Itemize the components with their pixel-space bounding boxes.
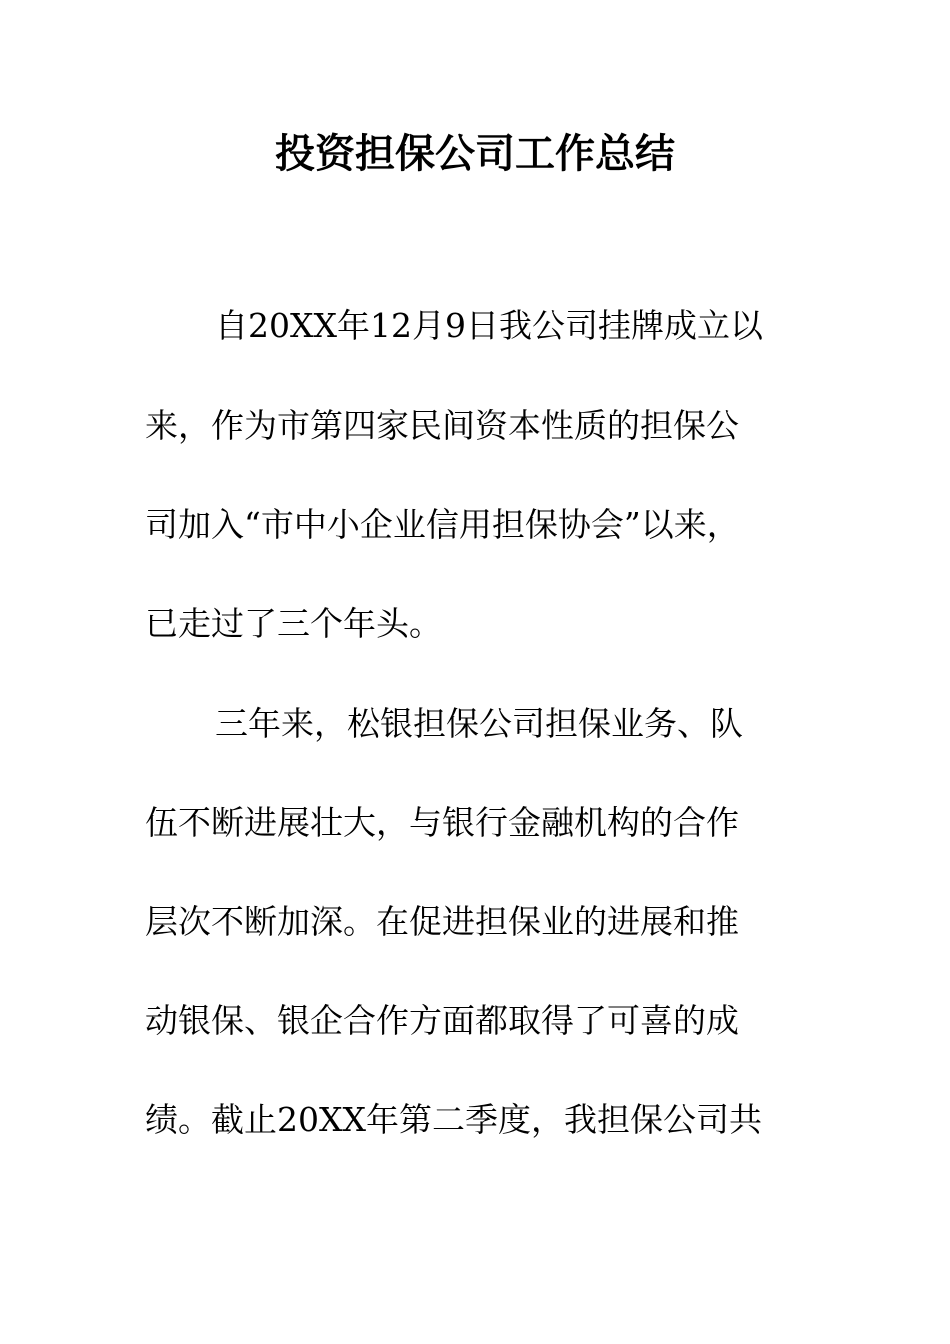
paragraph-1-line-2: 来，作为市第四家民间资本性质的担保公 (145, 406, 739, 445)
paragraph-1-line-1: 自20XX年12月9日我公司挂牌成立以 (215, 306, 763, 345)
paragraph-1-line-3: 司加入“市中小企业信用担保协会”以来， (145, 505, 740, 544)
document-title: 投资担保公司工作总结 (275, 130, 675, 177)
paragraph-2-line-4: 动银保、银企合作方面都取得了可喜的成 (145, 1001, 739, 1040)
paragraph-2-line-3: 层次不断加深。在促进担保业的进展和推 (145, 902, 739, 941)
paragraph-2-line-1: 三年来，松银担保公司担保业务、队 (215, 704, 743, 743)
paragraph-1-line-4: 已走过了三个年头。 (145, 604, 442, 643)
paragraph-2-line-5: 绩。截止20XX年第二季度，我担保公司共 (145, 1100, 762, 1139)
paragraph-2-line-2: 伍不断进展壮大，与银行金融机构的合作 (145, 803, 739, 842)
